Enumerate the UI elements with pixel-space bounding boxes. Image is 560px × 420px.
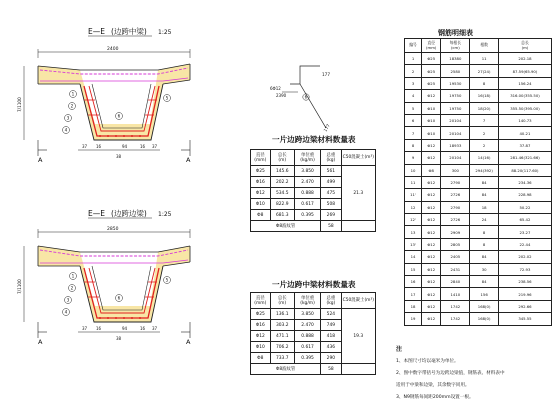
mid-cell: 534.5 <box>270 188 294 199</box>
rebar-h1: 直径 <box>427 40 436 45</box>
upper-height-dim: 7/1100 <box>17 97 22 112</box>
rebar-cell: 202.02 <box>498 251 551 263</box>
rebar-cell: 168(0) <box>470 313 499 325</box>
rebar-cell: 292.66 <box>498 300 551 312</box>
low-h2: 单位重 <box>300 295 315 301</box>
upper-bottom-dim-1: 37 <box>82 144 88 149</box>
mid-cell: 0.395 <box>294 210 320 221</box>
rebar-cell: Φ12 <box>422 263 441 275</box>
rebar-header-cell <box>422 39 441 53</box>
note-item: 适用于中梁和边梁，其余数字同用。 <box>396 383 470 388</box>
rebar-cell: 4 <box>405 90 422 102</box>
rebar-cell: 2580 <box>441 65 470 77</box>
note-item: 3、N9钢筋每间距200mm设置一根。 <box>396 395 474 400</box>
rebar-cell: 2 <box>405 65 422 77</box>
low-cell: 303.2 <box>270 320 294 331</box>
rebar-cell: 2805 <box>441 238 470 250</box>
lower-height-dim: 7/1100 <box>17 279 22 294</box>
upper-cut-label-left: A <box>38 156 43 164</box>
rebar-row <box>405 251 552 263</box>
upper-circle-1: 1 <box>71 91 75 97</box>
mid-cell: 561 <box>321 166 341 177</box>
low-u3: (kg) <box>326 300 336 306</box>
rebar-cell: 281.46(321.66) <box>498 152 551 164</box>
mid-u0: (mm) <box>254 157 267 163</box>
rebar-cell: 8 <box>470 238 499 250</box>
rebar-row <box>405 201 552 213</box>
mid-cell: Φ8 <box>251 210 271 221</box>
rebar-cell: Φ12 <box>422 201 441 213</box>
low-cell: 2.470 <box>294 320 320 331</box>
mid-table-header-cell <box>294 150 320 166</box>
rebar-cell: 19 <box>405 313 422 325</box>
rebar-cell: 18(20) <box>470 102 499 114</box>
rebar-cell: Φ12 <box>422 189 441 201</box>
mid-cell: Φ12 <box>251 188 271 199</box>
mid-cell: 2.470 <box>294 177 320 188</box>
rebar-cell: 84 <box>470 189 499 201</box>
low-cell: 418 <box>321 331 341 342</box>
low-footer-label: Φ8波纹管 <box>251 364 321 375</box>
low-cell: Φ25 <box>251 309 271 320</box>
mid-table <box>250 149 376 232</box>
rebar-cell: 88.20(117.60) <box>498 164 551 176</box>
rebar-cell: 10 <box>405 164 422 176</box>
rebar-cell: 2790 <box>441 176 470 188</box>
rebar-cell: 294(392) <box>470 164 499 176</box>
mid-concrete: 21.3 <box>341 166 375 221</box>
rebar-cell: 2726 <box>441 189 470 201</box>
rebar-cell: 6 <box>405 114 422 126</box>
low-cell: Φ16 <box>251 320 271 331</box>
rebar-cell: 84 <box>470 251 499 263</box>
mid-cell: 269 <box>321 210 341 221</box>
rebar-h0: 编号 <box>409 42 417 48</box>
rebar-row <box>405 90 552 102</box>
mid-h0: 直径 <box>255 152 265 158</box>
rebar-cell: 87.59(65.90) <box>498 65 551 77</box>
rebar-cell: Φ12 <box>422 251 441 263</box>
rebar-cell: 16(18) <box>470 90 499 102</box>
rebar-cell: 12 <box>405 201 422 213</box>
low-table-header-cell <box>294 293 320 309</box>
low-cell: Φ12 <box>251 331 271 342</box>
rebar-cell: 20104 <box>441 114 470 126</box>
mid-footer-empty <box>341 221 375 232</box>
lower-circle-4: 4 <box>64 309 68 315</box>
upper-cut-label-right: A <box>186 156 191 164</box>
rebar-cell: 168(0) <box>470 300 499 312</box>
rebar-cell: 7 <box>470 114 499 126</box>
rebar-cell: 1 <box>405 53 422 65</box>
rebar-cell: 11' <box>405 189 422 201</box>
mid-cell: 0.888 <box>294 188 320 199</box>
mid-footer-value: 58 <box>321 221 341 232</box>
upper-scale: 1:25 <box>158 29 172 36</box>
mid-cell: 0.617 <box>294 199 320 210</box>
lower-circle-3: 3 <box>66 297 70 303</box>
rebar-u2: (cm) <box>450 44 460 50</box>
rebar-cell: 72.93 <box>498 263 551 275</box>
rebar-cell: 8 <box>470 77 499 89</box>
low-cell: 0.617 <box>294 342 320 353</box>
rebar-row <box>405 288 552 300</box>
rebar-h3: 根数 <box>480 42 488 48</box>
rebar-cell: 2790 <box>441 201 470 213</box>
rebar-cell: 2 <box>470 127 499 139</box>
rebar-cell: 1742 <box>441 313 470 325</box>
rebar-cell: Φ12 <box>422 276 441 288</box>
rebar-cell: Φ10 <box>422 114 441 126</box>
rebar-cell: 2726 <box>441 214 470 226</box>
rebar-row <box>405 164 552 176</box>
mid-u1: (m) <box>278 157 287 163</box>
rebar-cell: 156 <box>470 288 499 300</box>
lower-title-sub: (边跨边梁) <box>111 209 147 218</box>
rebar-cell: 2431 <box>441 263 470 275</box>
rebar-cell: 30 <box>470 263 499 275</box>
rebar-row <box>405 189 552 201</box>
rebar-h2: 每根长 <box>449 40 462 45</box>
rebar-cell: 7 <box>405 127 422 139</box>
rebar-cell: 8 <box>405 139 422 151</box>
lower-section-drawing <box>17 208 191 346</box>
mid-cell: 681.3 <box>270 210 294 221</box>
rebar-cell: 13 <box>405 226 422 238</box>
mid-h1: 总长 <box>277 152 287 158</box>
mid-cell: 3.850 <box>294 166 320 177</box>
low-table-header-cell <box>251 293 271 309</box>
notes-head: 注 <box>396 346 403 353</box>
rebar-row <box>405 102 552 114</box>
rebar-cell: Φ12 <box>422 214 441 226</box>
rebar-table-title: 钢筋明细表 <box>438 29 473 37</box>
upper-title-sub: (边跨中梁) <box>111 27 147 36</box>
upper-circle-3: 3 <box>66 115 70 121</box>
rebar-cell: 15 <box>405 263 422 275</box>
mid-h4: C50混凝土(m³) <box>341 150 375 166</box>
rebar-cell: Φ12 <box>422 238 441 250</box>
rebar-cell: 24 <box>470 214 499 226</box>
rebar-cell: 9 <box>405 152 422 164</box>
mid-cell: Φ10 <box>251 199 271 210</box>
rebar-cell: 19750 <box>441 102 470 114</box>
rebar-cell: 22.44 <box>498 238 551 250</box>
rebar-cell: 14(16) <box>470 152 499 164</box>
low-cell: 3.850 <box>294 309 320 320</box>
low-cell: 471.1 <box>270 331 294 342</box>
rebar-cell: 234.36 <box>498 176 551 188</box>
upper-section-drawing <box>17 26 191 164</box>
rebar-cell: Φ10 <box>422 127 441 139</box>
rebar-cell: Φ10 <box>422 102 441 114</box>
rebar-row <box>405 263 552 275</box>
mid-cell: Φ16 <box>251 177 271 188</box>
rebar-cell: 1742 <box>441 300 470 312</box>
mid-table-header-cell <box>321 150 341 166</box>
upper-circle-4: 4 <box>64 127 68 133</box>
rebar-cell: 84 <box>470 276 499 288</box>
rebar-cell: 156.24 <box>498 77 551 89</box>
low-u2: (kg/m) <box>300 300 315 306</box>
mid-cell: 145.6 <box>270 166 294 177</box>
lower-circle-2: 2 <box>70 285 74 291</box>
rebar-row <box>405 276 552 288</box>
rebar-cell: Φ12 <box>422 90 441 102</box>
rebar-cell: 18 <box>405 300 422 312</box>
rebar-cell: Φ12 <box>422 152 441 164</box>
low-cell: 0.888 <box>294 331 320 342</box>
low-cell: 733.7 <box>270 353 294 364</box>
lower-bottom-dim-1: 37 <box>82 326 88 331</box>
rebar-cell: 27(24) <box>470 65 499 77</box>
low-u1: (m) <box>278 300 287 306</box>
rebar-header-cell <box>498 39 551 53</box>
low-concrete: 19.3 <box>341 309 375 364</box>
rebar-cell: 84 <box>470 176 499 188</box>
mid-u3: (kg) <box>326 157 336 163</box>
rebar-cell: 219.96 <box>498 288 551 300</box>
rebar-cell: Φ12 <box>422 176 441 188</box>
rebar-row <box>405 313 552 325</box>
rebar-u1: (mm) <box>426 44 437 50</box>
low-h0: 直径 <box>255 295 265 301</box>
rebar-cell: Φ12 <box>422 226 441 238</box>
rebar-header-cell <box>470 39 499 53</box>
mid-u2: (kg/m) <box>300 157 315 163</box>
rebar-cell: 202.18 <box>498 53 551 65</box>
rebar-h4: 总长 <box>521 40 529 45</box>
mid-footer-label: Φ8波纹管 <box>251 221 321 232</box>
rebar-cell: 13' <box>405 238 422 250</box>
rebar-cell: 140.73 <box>498 114 551 126</box>
rebar-row <box>405 176 552 188</box>
low-table-title: 一片边跨中梁材料数量表 <box>272 280 356 289</box>
lower-circle-1: 1 <box>71 273 75 279</box>
rebar-cell: 18933 <box>441 139 470 151</box>
low-cell: 0.395 <box>294 353 320 364</box>
low-h1: 总长 <box>277 295 287 301</box>
lower-bottom-label-1: 94 <box>122 326 128 331</box>
lower-bottom-dim-2: 16 <box>96 326 102 331</box>
rebar-row <box>405 139 552 151</box>
rebar-cell: 238.56 <box>498 276 551 288</box>
low-cell: 436 <box>321 342 341 353</box>
rebar-cell: 3 <box>405 77 422 89</box>
detail-label-5: 6 <box>304 94 308 100</box>
lower-bottom-label-2: 38 <box>116 336 122 341</box>
lower-cut-label-left: A <box>38 338 43 346</box>
mid-cell: 475 <box>321 188 341 199</box>
rebar-cell: 316.00(355.50) <box>498 90 551 102</box>
low-footer-empty <box>341 364 375 375</box>
rebar-cell: 65.42 <box>498 214 551 226</box>
rebar-row <box>405 214 552 226</box>
upper-circle-6: 6 <box>117 113 121 119</box>
rebar-cell: 2840 <box>441 276 470 288</box>
upper-bottom-dim-2: 16 <box>96 144 102 149</box>
lower-circle-6: 6 <box>117 295 121 301</box>
rebar-table <box>404 38 552 326</box>
detail-label-2: 177 <box>322 123 331 133</box>
rebar-cell: 37.87 <box>498 139 551 151</box>
low-table-header-cell <box>321 293 341 309</box>
rebar-row <box>405 77 552 89</box>
rebar-cell: 14 <box>405 251 422 263</box>
detail-label-3: 6Φ12 <box>270 86 281 91</box>
rebar-cell: Φ25 <box>422 77 441 89</box>
detail-label-4: 2390 <box>276 93 287 98</box>
note-item: 1、本图尺寸均以毫米为单位。 <box>396 359 459 364</box>
low-h4: C50混凝土(m³) <box>341 293 375 309</box>
note-item: 2、图中数字带括号为边跨边梁值，钢筋表、材料表中 <box>396 371 505 376</box>
rebar-u4: (m) <box>521 44 529 50</box>
low-cell: 524 <box>321 309 341 320</box>
upper-circle-5: 5 <box>165 95 169 101</box>
low-cell: 706.2 <box>270 342 294 353</box>
rebar-row <box>405 300 552 312</box>
upper-bottom-dim-3: 16 <box>140 144 146 149</box>
rebar-row <box>405 152 552 164</box>
low-u0: (mm) <box>254 300 267 306</box>
rebar-cell: Φ12 <box>422 288 441 300</box>
low-cell: 136.1 <box>270 309 294 320</box>
low-footer-value: 58 <box>321 364 341 375</box>
upper-bottom-dim-4: 37 <box>152 144 158 149</box>
rebar-cell: 2909 <box>441 226 470 238</box>
lower-bottom-dim-3: 16 <box>140 326 146 331</box>
rebar-cell: 228.98 <box>498 189 551 201</box>
mid-h2: 单位重 <box>300 152 315 158</box>
mid-cell: 822.9 <box>270 199 294 210</box>
rebar-cell: 345.55 <box>498 313 551 325</box>
mid-table-header-cell <box>270 150 294 166</box>
rebar-cell: 300 <box>441 164 470 176</box>
low-table-header-cell <box>270 293 294 309</box>
mid-h3: 总重 <box>326 152 336 158</box>
low-cell: Φ10 <box>251 342 271 353</box>
rebar-cell: 12' <box>405 214 422 226</box>
rebar-cell: 18380 <box>441 53 470 65</box>
rebar-row <box>405 114 552 126</box>
rebar-cell: Φ12 <box>422 300 441 312</box>
lower-title-main: E—E <box>88 209 105 218</box>
mid-table-header-cell <box>251 150 271 166</box>
upper-width-dim: 2400 <box>107 47 119 52</box>
rebar-cell: 40.21 <box>498 127 551 139</box>
upper-circle-2: 2 <box>70 103 74 109</box>
rebar-row <box>405 127 552 139</box>
rebar-cell: 2 <box>470 139 499 151</box>
rebar-header-cell <box>441 39 470 53</box>
detail-label-1: 177 <box>322 72 330 77</box>
rebar-cell: 17 <box>405 288 422 300</box>
rebar-cell: Φ12 <box>422 139 441 151</box>
rebar-cell: 23.27 <box>498 226 551 238</box>
rebar-cell: 11 <box>405 176 422 188</box>
mid-table-title: 一片边跨边梁材料数量表 <box>272 135 356 144</box>
rebar-cell: 1410 <box>441 288 470 300</box>
lower-circle-5: 5 <box>165 277 169 283</box>
rebar-cell: Φ8 <box>422 164 441 176</box>
rebar-cell: 19750 <box>441 90 470 102</box>
rebar-cell: 355.50(395.00) <box>498 102 551 114</box>
low-table <box>250 292 376 375</box>
mid-cell: 508 <box>321 199 341 210</box>
rebar-cell: 19530 <box>441 77 470 89</box>
rebar-cell: Φ25 <box>422 53 441 65</box>
upper-title-main: E—E <box>88 27 105 36</box>
low-cell: Φ8 <box>251 353 271 364</box>
detail-sketch <box>270 66 331 133</box>
low-h3: 总重 <box>326 295 336 301</box>
lower-scale: 1:25 <box>158 211 172 218</box>
rebar-cell: 11 <box>470 53 499 65</box>
upper-bottom-label-1: 94 <box>122 144 128 149</box>
lower-width-dim: 2850 <box>107 227 119 232</box>
mid-cell: 202.2 <box>270 177 294 188</box>
rebar-cell: 20104 <box>441 152 470 164</box>
rebar-table-body <box>405 53 552 326</box>
rebar-cell: 16 <box>405 276 422 288</box>
rebar-cell: Φ25 <box>422 65 441 77</box>
rebar-cell: 5 <box>405 102 422 114</box>
notes <box>396 344 505 404</box>
rebar-cell: 20104 <box>441 127 470 139</box>
rebar-cell: Φ12 <box>422 313 441 325</box>
rebar-header-cell <box>405 39 422 53</box>
upper-bottom-label-2: 38 <box>116 154 122 159</box>
rebar-row <box>405 65 552 77</box>
low-cell: 290 <box>321 353 341 364</box>
rebar-cell: 50.22 <box>498 201 551 213</box>
rebar-cell: 18 <box>470 201 499 213</box>
lower-cut-label-right: A <box>186 338 191 346</box>
rebar-row <box>405 53 552 65</box>
rebar-row <box>405 226 552 238</box>
rebar-cell: 8 <box>470 226 499 238</box>
rebar-cell: 2405 <box>441 251 470 263</box>
low-cell: 749 <box>321 320 341 331</box>
mid-cell: Φ25 <box>251 166 271 177</box>
mid-cell: 499 <box>321 177 341 188</box>
lower-bottom-dim-4: 37 <box>152 326 158 331</box>
rebar-row <box>405 238 552 250</box>
